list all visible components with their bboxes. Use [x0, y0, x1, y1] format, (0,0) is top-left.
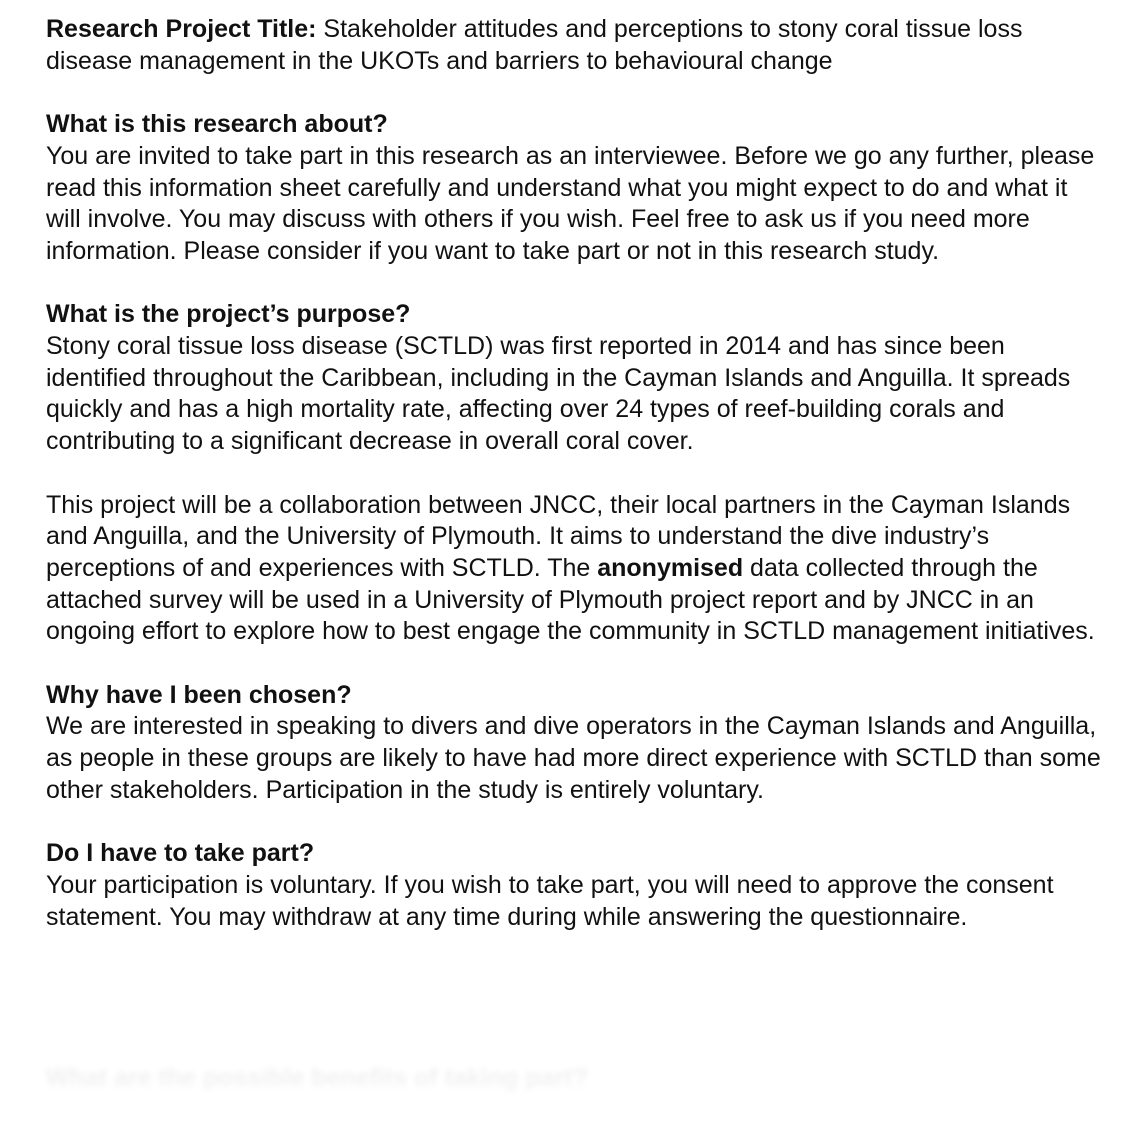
section-take-part	[46, 838, 1106, 933]
section-heading-purpose: What is the project’s purpose?	[46, 300, 411, 329]
section-body-chosen: We are interested in speaking to divers and dive operators in the Cayman Islands and Anguilla, as people in these groups are likely to have had more direct experience with SCTLD than some other stakeholders. Participation in the study is entirely voluntary.	[46, 712, 1101, 804]
section-about	[46, 109, 1106, 268]
project-title	[46, 14, 1106, 77]
section-heading-about: What is this research about?	[46, 110, 388, 139]
collaboration-text-after: data collected through the attached survey will be used in a University of Plymouth project report and by JNCC in an ongoing effort to explore how to best engage the community in SCTLD management initiatives.	[46, 553, 1095, 646]
project-title-text: Stakeholder attitudes and perceptions to stony coral tissue loss disease management in the UKOTs and barriers to behavioural change	[46, 15, 1023, 75]
section-purpose	[46, 299, 1106, 458]
section-heading-chosen: Why have I been chosen?	[46, 680, 352, 709]
section-body-purpose: Stony coral tissue loss disease (SCTLD) was first reported in 2014 and has since been identified throughout the Caribbean, including in the Cayman Islands and Anguilla. It spreads quickly and has a high mortality rate, affecting over 24 types of reef-building corals and contributing to a significant decrease in overall coral cover.	[46, 332, 1071, 456]
section-chosen	[46, 680, 1106, 807]
section-heading-take-part: Do I have to take part?	[46, 839, 315, 868]
bottom-fade-overlay	[0, 1050, 1125, 1125]
section-body-take-part: Your participation is voluntary. If you wish to take part, you will need to approve the consent statement. You may withdraw at any time during while answering the questionnaire.	[46, 870, 1054, 931]
project-title-label: Research Project Title:	[46, 15, 317, 43]
information-sheet	[46, 14, 1106, 965]
section-collaboration	[46, 490, 1106, 649]
section-body-about: You are invited to take part in this research as an interviewee. Before we go any further, please read this information sheet carefully and understand what you might expect to do and what it will involve. You may discuss with others if you wish. Feel free to ask us if you need more information. Please consider if you want to take part or not in this research study.	[46, 141, 1095, 265]
anonymised-emphasis: anonymised	[597, 553, 744, 582]
collaboration-text-before: This project will be a collaboration between JNCC, their local partners in the Cayman Islands and Anguilla, and the University of Plymouth. It aims to understand the dive industry’s perceptions of and experiences with SCTLD. The	[46, 490, 1071, 582]
section-body-collaboration	[46, 490, 1106, 649]
